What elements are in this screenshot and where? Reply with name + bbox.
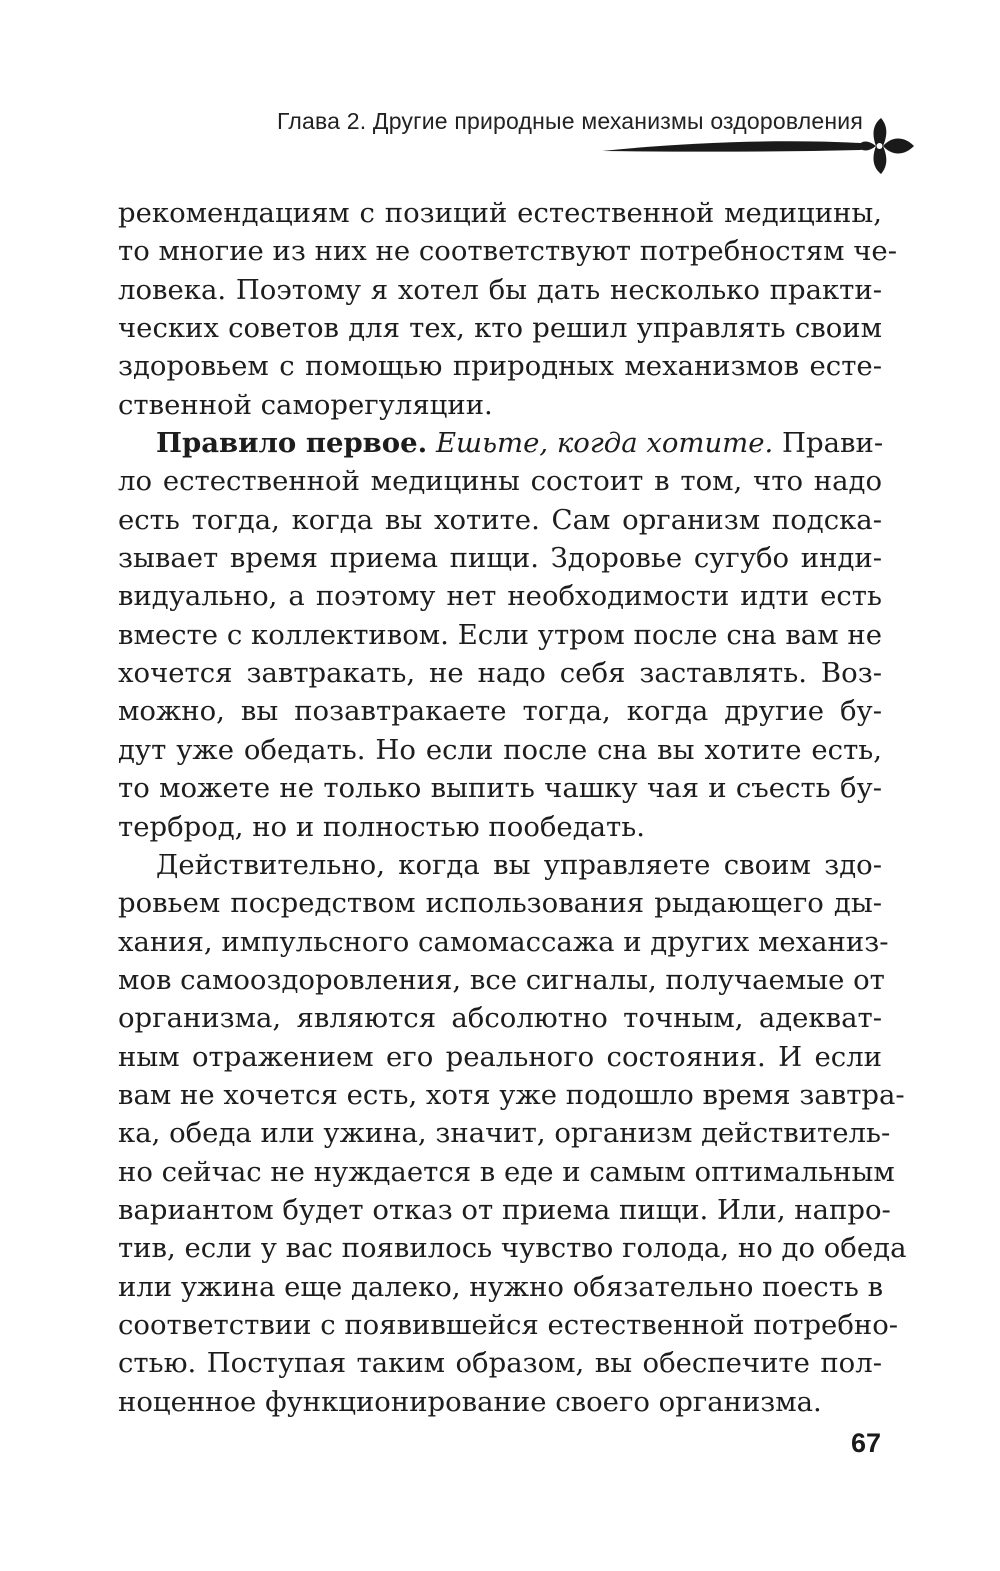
text-line: мов самооздоровления, все сигналы, получаемые от: [118, 963, 885, 996]
text-line: то можете не только выпить чашку чая и съесть бу-: [118, 772, 882, 805]
text-line: ловека. Поэтому я хотел бы дать несколько практи-: [118, 273, 882, 306]
text-line: ноценное функционирование своего организма.: [118, 1385, 822, 1418]
text-line: дут уже обедать. Но если после сна вы хотите есть,: [118, 733, 882, 766]
text-line: стью. Поступая таким образом, вы обеспечите пол-: [118, 1347, 882, 1380]
text-line: или ужина еще далеко, нужно обязательно поесть в: [118, 1270, 884, 1303]
text-line: видуально, а поэтому нет необходимости идти есть: [118, 580, 882, 613]
text-line: тив, если у вас появилось чувство голода, но до обеда: [118, 1232, 907, 1265]
rule-heading-line: [118, 424, 882, 462]
text-line: терброд, но и полностью пообедать.: [118, 810, 645, 843]
text-line: здоровьем с помощью природных механизмов есте-: [118, 350, 882, 383]
page-number: 67: [851, 1428, 882, 1458]
text-line: зывает время приема пищи. Здоровье сугубо инди-: [118, 542, 882, 575]
text-line: ным отражением его реального состояния. И если: [118, 1040, 882, 1073]
rule-title: Правило первое.: [156, 427, 428, 460]
text-line: ка, обеда или ужина, значит, организм действитель-: [118, 1117, 891, 1150]
running-head: Глава 2. Другие природные механизмы оздоровления: [277, 108, 863, 134]
text-line: соответствии с появившейся естественной потребно-: [118, 1308, 899, 1341]
floral-ornament-icon: [600, 118, 915, 174]
text-line: рекомендациям с позиций естественной медицины,: [118, 197, 882, 229]
text-line: ственной саморегуляции.: [118, 388, 493, 421]
text-line: ровьем посредством использования рыдающего ды-: [118, 887, 882, 920]
text-line: то многие из них не соответствуют потребностям че-: [118, 235, 897, 268]
text-line: ческих советов для тех, кто решил управлять своим: [118, 312, 882, 345]
text-line: организма, являются абсолютно точным, адекват-: [118, 1002, 882, 1035]
text-line: есть тогда, когда вы хотите. Сам организм подска-: [118, 503, 882, 536]
text-line: хочется завтракать, не надо себя заставлять. Воз-: [118, 657, 882, 690]
text-line: вам не хочется есть, хотя уже подошло время завтра-: [118, 1078, 905, 1111]
text-line: Действительно, когда вы управляете своим здо-: [156, 848, 882, 881]
text-line: но сейчас не нуждается в еде и самым оптимальным: [118, 1155, 895, 1188]
rule-slogan: Ешьте, когда хотите.: [435, 427, 774, 460]
text-line: вместе с коллективом. Если утром после сна вам не: [118, 618, 882, 651]
text-line: ло естественной медицины состоит в том, что надо: [118, 465, 882, 498]
body-text: [118, 194, 907, 1421]
text-fragment: Прави-: [782, 427, 884, 460]
text-line: можно, вы позавтракаете тогда, когда другие бу-: [118, 695, 882, 728]
text-line: хания, импульсного самомассажа и других механиз-: [118, 925, 889, 958]
text-line: вариантом будет отказ от приема пищи. Или, напро-: [118, 1193, 891, 1226]
